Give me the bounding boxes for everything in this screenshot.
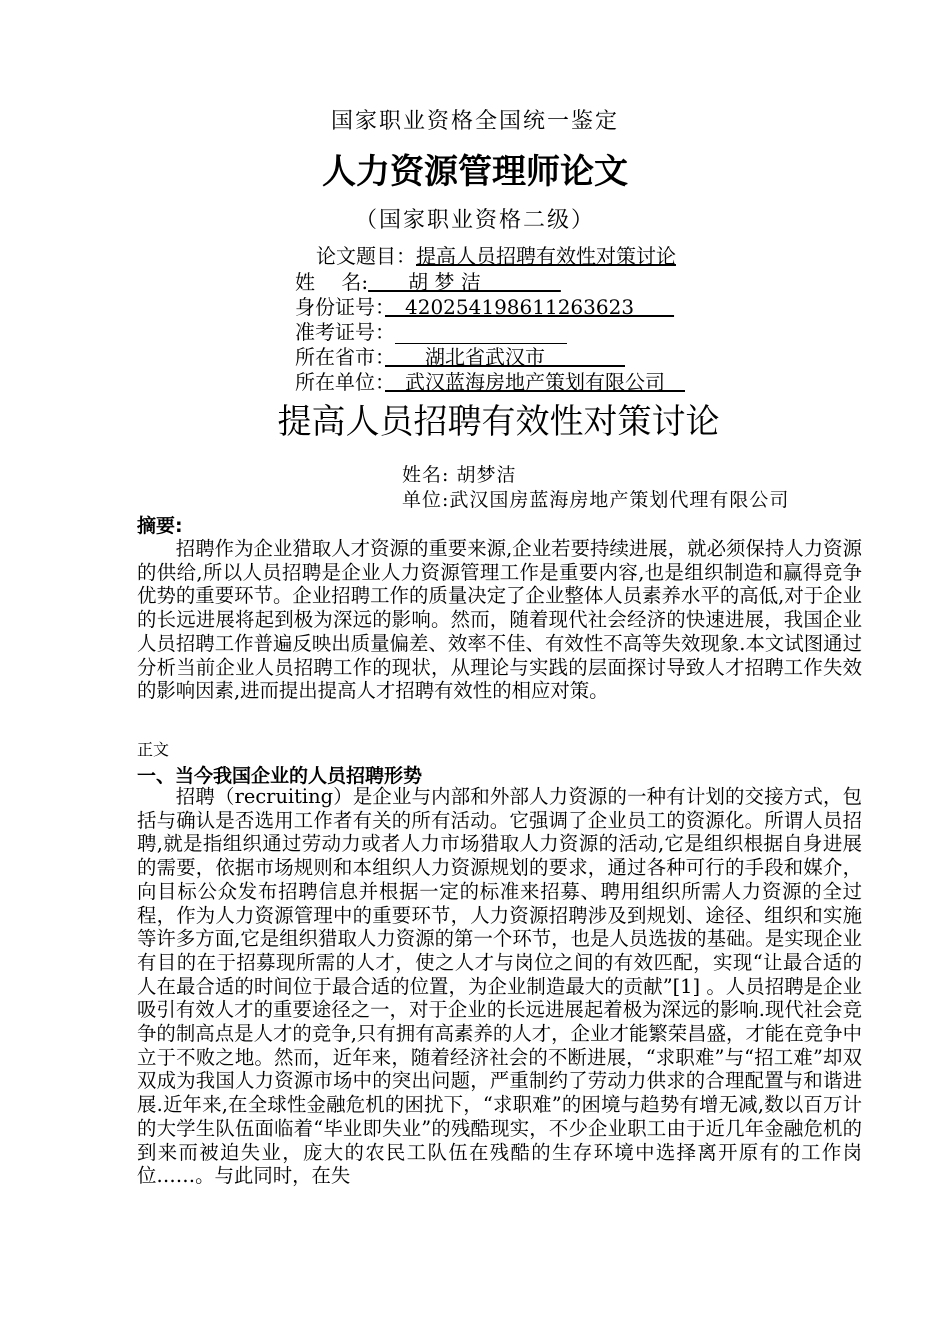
- paper-affiliation: 单位:武汉国房蓝海房地产策划代理有限公司: [402, 489, 790, 511]
- abstract-heading: 摘要:: [137, 515, 183, 537]
- abstract-text: 招聘作为企业猎取人才资源的重要来源,企业若要持续进展，就必须保持人力资源的供给,所以人员招聘是企业人力资源管理工作是重要内容,也是组织制造和赢得竞争优势的重要环节。企业招聘工作的质量决定了企业整体人员素养水平的高低,对于企业的长远进展将起到极为深远的影响。然而，随着现代社会经济的快速进展，我国企业人员招聘工作普遍反映出质量偏差、效率不佳、有效性不高等失效现象.本文试图通过分析当前企业人员招聘工作的现状，从理论与实践的层面探讨导致人才招聘工作失效的影响因素,进而提出提高人才招聘有效性的相应对策。: [137, 537, 862, 703]
- province-value: 湖北省武汉市: [385, 345, 625, 369]
- unit-value: 武汉蓝海房地产策划有限公司: [385, 370, 685, 394]
- info-exam-row: [295, 320, 567, 344]
- name-value: 胡 梦 洁: [368, 270, 561, 294]
- info-name-row: [295, 270, 561, 294]
- id-value: 420254198611263623: [385, 295, 675, 319]
- info-id-row: [295, 295, 674, 319]
- section1-heading: 一、当今我国企业的人员招聘形势: [137, 765, 423, 787]
- name-label: 姓 名:: [295, 270, 369, 294]
- exam-label: 准考证号：: [295, 320, 395, 344]
- cover-title: 人力资源管理师论文: [322, 152, 628, 192]
- section1-text: 招聘（recruiting）是企业与内部和外部人力资源的一种有计划的交接方式，包括与确认是否选用工作者有关的所有活动。它强调了企业员工的资源化。所谓人员招聘,就是指组织通过劳动力或者人力市场猎取人力资源的活动,它是组织根据自身进展的需要，依据市场规则和本组织人力资源规划的要求，通过各种可行的手段和媒介，向目标公众发布招聘信息并根据一定的标准来招募、聘用组织所需人力资源的全过程，作为人力资源管理中的重要环节，人力资源招聘涉及到规划、途径、组织和实施等许多方面,它是组织猎取人力资源的第一个环节，也是人员选拔的基础。是实现企业有目的在于招募现所需的人才，使之人才与岗位之间的有效匹配，实现“让最合适的人在最合适的时间位于最合适的位置，为企业制造最大的贡献”[1] 。人员招聘是企业吸引有效人才的重要途径之一，对于企业的长远进展起着极为深远的影响.现代社会竞争的制高点是人才的竞争,只有拥有高素养的人才，企业才能繁荣昌盛，才能在竞争中立于不败之地。然而，近年来，随着经济社会的不断进展，“求职难”与“招工难”却双双成为我国人力资源市场中的突出问题，严重制约了劳动力供求的合理配置与和谐进展.近年来,在全球性金融危机的困扰下，“求职难”的困境与趋势有增无减,数以百万计的大学生队伍面临着“毕业即失业”的残酷现实，不少企业职工由于近几年金融危机的到来而被迫失业，庞大的农民工队伍在残酷的生存环境中选择离开原有的工作岗位……。与此同时，在失: [137, 785, 862, 1188]
- province-label: 所在省市：: [295, 345, 385, 369]
- info-unit-row: [295, 370, 685, 394]
- cover-level: （国家职业资格二级）: [354, 208, 595, 233]
- body-label: 正文: [137, 740, 170, 759]
- topic-label: 论文题目：: [316, 244, 416, 268]
- paper-author: 姓名: 胡梦洁: [402, 464, 517, 486]
- info-topic-row: [316, 244, 676, 268]
- unit-label: 所在单位：: [295, 370, 385, 394]
- info-province-row: [295, 345, 625, 369]
- paper-title: 提高人员招聘有效性对策讨论: [277, 402, 720, 442]
- topic-value: 提高人员招聘有效性对策讨论: [416, 244, 676, 268]
- exam-value-blank: [395, 323, 567, 344]
- cover-kicker: 国家职业资格全国统一鉴定: [330, 109, 619, 134]
- id-label: 身份证号：: [295, 295, 385, 319]
